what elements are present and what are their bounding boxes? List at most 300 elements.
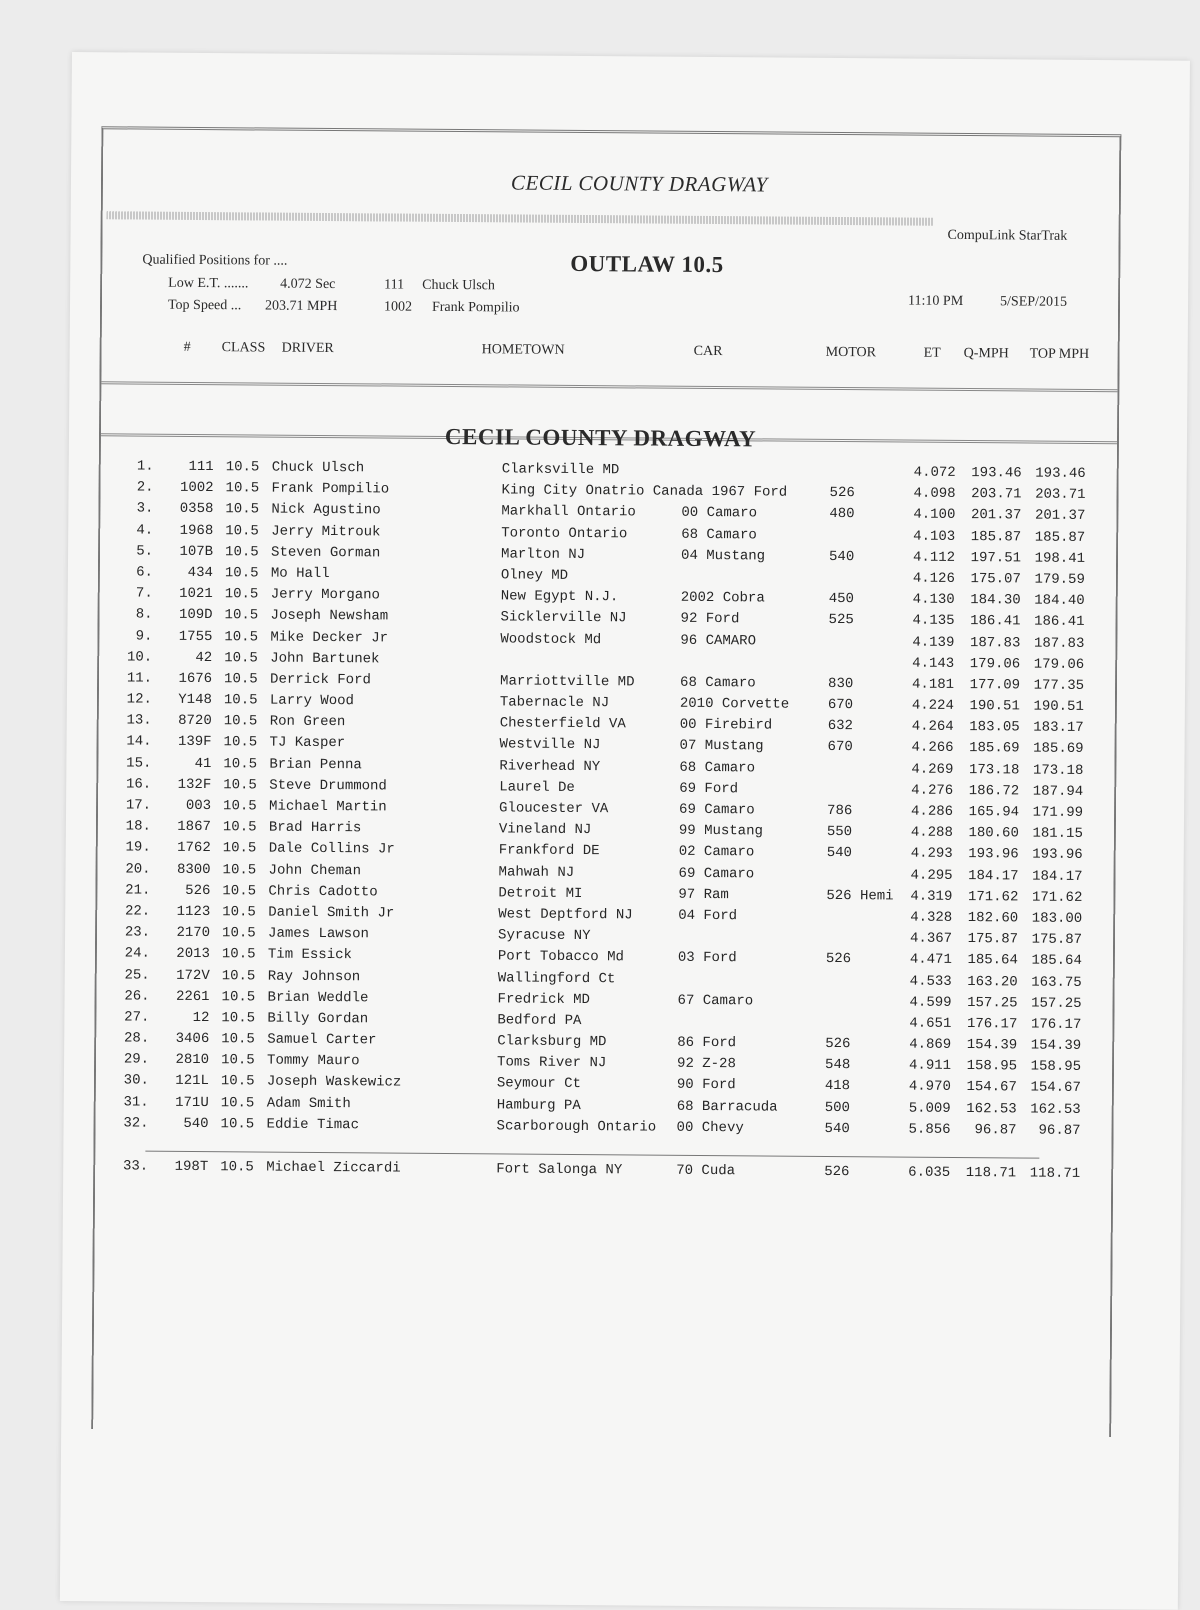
class-cell: 10.5 bbox=[224, 628, 259, 645]
hometown-cell: West Deptford NJ bbox=[498, 906, 633, 924]
class-cell: 10.5 bbox=[222, 882, 257, 900]
qmph-cell: 184.17 bbox=[968, 867, 1019, 885]
et-cell: 4.533 bbox=[909, 973, 952, 990]
hometown-cell: Gloucester VA bbox=[499, 800, 609, 818]
top-mph-cell: 184.17 bbox=[1032, 868, 1083, 885]
hometown-cell: Toronto Ontario bbox=[501, 524, 628, 542]
driver-cell: Chris Cadotto bbox=[268, 883, 378, 901]
class-cell: 10.5 bbox=[222, 819, 257, 836]
qmph-cell: 171.62 bbox=[967, 888, 1019, 906]
position-cell: 7. bbox=[135, 585, 153, 602]
car-number-cell: 171U bbox=[175, 1094, 209, 1111]
top-mph-cell: 154.67 bbox=[1030, 1079, 1081, 1097]
driver-cell: Michael Ziccardi bbox=[266, 1159, 401, 1177]
driver-cell: Michael Martin bbox=[269, 798, 387, 816]
car-cell: 00 Chevy bbox=[676, 1119, 744, 1137]
driver-cell: James Lawson bbox=[268, 925, 369, 943]
hometown-cell: Marlton NJ bbox=[501, 546, 586, 563]
motor-cell: 632 bbox=[827, 718, 854, 735]
driver-cell: Samuel Carter bbox=[267, 1031, 377, 1049]
car-number-cell: 107B bbox=[179, 543, 214, 560]
car-cell: 69 Camaro bbox=[679, 801, 755, 819]
car-cell: 68 Barracuda bbox=[676, 1098, 778, 1116]
et-cell: 5.009 bbox=[908, 1100, 951, 1117]
hometown-cell: Tabernacle NJ bbox=[499, 694, 610, 712]
et-cell: 4.224 bbox=[911, 697, 954, 715]
car-cell: 92 Z-28 bbox=[677, 1056, 736, 1073]
car-number-cell: 3406 bbox=[175, 1030, 210, 1048]
car-cell: 68 Camaro bbox=[681, 526, 757, 543]
qmph-cell: 162.53 bbox=[966, 1100, 1017, 1118]
class-cell: 10.5 bbox=[221, 1031, 255, 1048]
position-cell: 2. bbox=[136, 479, 154, 496]
class-cell: 10.5 bbox=[221, 988, 256, 1006]
top-speed-label: Top Speed ... bbox=[167, 297, 242, 314]
qmph-cell: 165.94 bbox=[968, 804, 1020, 821]
top-mph-cell: 201.37 bbox=[1034, 507, 1086, 525]
position-cell: 11. bbox=[126, 670, 153, 687]
car-cell: 69 Camaro bbox=[678, 865, 755, 882]
qmph-cell: 175.87 bbox=[967, 931, 1019, 948]
position-cell: 18. bbox=[125, 818, 151, 835]
et-cell: 4.328 bbox=[910, 909, 953, 926]
hometown-cell: King City Onatrio Canada 1967 Ford bbox=[501, 482, 788, 501]
hometown-cell: Syracuse NY bbox=[498, 927, 591, 945]
column-header-class: CLASS bbox=[221, 340, 266, 356]
position-cell: 13. bbox=[126, 712, 152, 729]
hometown-cell: Vineland NJ bbox=[498, 821, 592, 839]
top-mph-cell: 176.17 bbox=[1030, 1016, 1082, 1033]
class-cell: 10.5 bbox=[225, 459, 260, 476]
driver-cell: Ray Johnson bbox=[267, 968, 361, 985]
car-cell: 02 Camaro bbox=[678, 844, 755, 861]
class-cell: 10.5 bbox=[224, 565, 259, 582]
hometown-cell: Hamburg PA bbox=[496, 1096, 581, 1114]
top-mph-cell: 171.99 bbox=[1032, 804, 1084, 821]
car-number-cell: 109D bbox=[178, 607, 213, 624]
class-cell: 10.5 bbox=[223, 777, 257, 794]
position-cell: 29. bbox=[123, 1051, 150, 1068]
motor-cell: 526 bbox=[824, 1163, 850, 1181]
position-cell: 31. bbox=[123, 1094, 149, 1111]
position-cell: 8. bbox=[135, 606, 153, 623]
class-cell: 10.5 bbox=[224, 607, 259, 624]
driver-cell: Steven Gorman bbox=[271, 544, 381, 562]
et-cell: 4.130 bbox=[912, 591, 955, 609]
class-cell: 10.5 bbox=[225, 480, 260, 497]
et-cell: 4.100 bbox=[913, 506, 956, 524]
top-mph-cell: 118.71 bbox=[1029, 1165, 1081, 1182]
class-cell: 10.5 bbox=[224, 649, 258, 667]
top-mph-cell: 175.87 bbox=[1031, 931, 1083, 949]
motor-cell: 540 bbox=[824, 1120, 850, 1137]
et-cell: 4.139 bbox=[912, 634, 955, 651]
position-cell: 12. bbox=[126, 691, 152, 708]
hometown-cell: Seymour Ct bbox=[496, 1075, 581, 1093]
driver-cell: Jerry Morgano bbox=[270, 586, 381, 604]
top-mph-cell: 158.95 bbox=[1030, 1058, 1082, 1076]
top-speed-car-number: 1002 bbox=[383, 299, 413, 315]
car-cell: 03 Ford bbox=[677, 950, 737, 967]
driver-cell: Adam Smith bbox=[266, 1095, 351, 1112]
position-cell: 10. bbox=[126, 649, 153, 666]
top-mph-cell: 186.41 bbox=[1034, 613, 1085, 631]
class-cell: 10.5 bbox=[221, 967, 256, 984]
column-header-top-mph: TOP MPH bbox=[1029, 346, 1090, 362]
car-cell: 86 Ford bbox=[677, 1034, 737, 1052]
qmph-cell: 186.72 bbox=[968, 782, 1020, 800]
driver-cell: Derrick Ford bbox=[270, 671, 371, 689]
column-header-motor: MOTOR bbox=[825, 344, 877, 361]
et-cell: 4.103 bbox=[913, 528, 956, 545]
car-number-cell: Y148 bbox=[178, 691, 212, 709]
et-cell: 6.035 bbox=[908, 1164, 951, 1181]
top-mph-cell: 187.83 bbox=[1033, 635, 1085, 652]
low-et-car-number: 111 bbox=[384, 277, 405, 293]
et-cell: 4.911 bbox=[908, 1057, 952, 1075]
top-mph-cell: 162.53 bbox=[1030, 1101, 1081, 1118]
motor-cell: 670 bbox=[827, 739, 853, 756]
qmph-cell: 154.67 bbox=[966, 1079, 1017, 1096]
car-number-cell: 2013 bbox=[176, 946, 210, 963]
class-cell: 10.5 bbox=[223, 755, 258, 773]
qmph-cell: 157.25 bbox=[967, 994, 1018, 1012]
position-cell: 21. bbox=[125, 882, 151, 899]
top-mph-cell: 183.17 bbox=[1033, 719, 1084, 737]
class-cell: 10.5 bbox=[222, 925, 256, 942]
car-number-cell: 1002 bbox=[179, 480, 214, 497]
top-mph-cell: 190.51 bbox=[1033, 698, 1084, 716]
car-number-cell: 1676 bbox=[178, 670, 213, 687]
top-mph-cell: 157.25 bbox=[1031, 995, 1082, 1012]
top-mph-cell: 183.00 bbox=[1031, 910, 1083, 927]
class-cell: 10.5 bbox=[223, 713, 258, 730]
et-cell: 4.112 bbox=[912, 549, 956, 566]
car-cell: 68 Camaro bbox=[680, 674, 756, 692]
qmph-cell: 179.06 bbox=[969, 655, 1021, 673]
hometown-cell: Olney MD bbox=[500, 567, 569, 584]
class-cell: 10.5 bbox=[225, 501, 260, 518]
position-cell: 20. bbox=[125, 861, 151, 878]
compulink-label: CompuLink StarTrak bbox=[947, 227, 1068, 244]
et-cell: 4.471 bbox=[909, 951, 952, 969]
qmph-cell: 190.51 bbox=[969, 698, 1020, 715]
hometown-cell: Mahwah NJ bbox=[498, 863, 575, 881]
driver-cell: Joseph Waskewicz bbox=[266, 1074, 402, 1092]
et-cell: 4.098 bbox=[913, 485, 956, 503]
class-cell: 10.5 bbox=[222, 861, 257, 879]
qmph-cell: 197.51 bbox=[970, 549, 1022, 567]
position-cell: 16. bbox=[125, 776, 152, 793]
hometown-cell: Sicklerville NJ bbox=[500, 609, 627, 627]
hometown-cell: Chesterfield VA bbox=[499, 715, 626, 733]
column-header-hometown: HOMETOWN bbox=[481, 342, 565, 358]
position-cell: 4. bbox=[136, 522, 154, 539]
results-sheet bbox=[60, 52, 1190, 1610]
car-number-cell: 2261 bbox=[175, 988, 210, 1005]
car-cell: 70 Cuda bbox=[676, 1162, 736, 1180]
top-mph-cell: 185.69 bbox=[1033, 741, 1084, 758]
hometown-cell: Woodstock Md bbox=[500, 630, 602, 648]
car-number-cell: 0358 bbox=[179, 501, 214, 518]
position-cell: 28. bbox=[123, 1030, 150, 1047]
top-mph-cell: 96.87 bbox=[1038, 1122, 1081, 1139]
car-number-cell: 540 bbox=[183, 1115, 209, 1132]
motor-cell: 670 bbox=[827, 697, 854, 714]
report-date: 5/SEP/2015 bbox=[1000, 294, 1068, 310]
car-cell: 07 Mustang bbox=[679, 738, 764, 755]
qmph-cell: 183.05 bbox=[969, 719, 1020, 736]
driver-cell: Nick Agustino bbox=[271, 501, 381, 519]
qmph-cell: 163.20 bbox=[967, 973, 1018, 990]
et-cell: 4.651 bbox=[909, 1015, 952, 1032]
motor-cell: 830 bbox=[827, 675, 854, 693]
car-number-cell: 12 bbox=[192, 1009, 210, 1026]
car-number-cell: 139F bbox=[177, 734, 212, 751]
hometown-cell: New Egypt N.J. bbox=[500, 588, 619, 606]
results-subtitle: CECIL COUNTY DRAGWAY bbox=[444, 423, 757, 452]
car-cell: 96 CAMARO bbox=[680, 632, 757, 649]
hometown-cell: Frankford DE bbox=[498, 842, 600, 860]
qmph-cell: 185.69 bbox=[969, 740, 1020, 757]
position-cell: 19. bbox=[125, 839, 151, 857]
qmph-cell: 187.83 bbox=[969, 634, 1021, 651]
car-cell: 69 Ford bbox=[679, 780, 739, 798]
et-cell: 4.072 bbox=[913, 464, 956, 481]
position-cell: 27. bbox=[124, 1009, 150, 1026]
hometown-cell: Riverhead NY bbox=[499, 758, 601, 775]
hometown-cell: Bedford PA bbox=[497, 1012, 582, 1029]
class-cell: 10.5 bbox=[220, 1073, 255, 1090]
car-number-cell: 434 bbox=[187, 564, 213, 582]
driver-cell: Ron Green bbox=[269, 713, 346, 731]
et-cell: 4.599 bbox=[909, 994, 952, 1011]
et-cell: 4.143 bbox=[912, 655, 955, 672]
driver-cell: Frank Pompilio bbox=[271, 480, 390, 498]
class-cell: 10.5 bbox=[221, 946, 256, 963]
car-number-cell: 526 bbox=[185, 882, 211, 899]
et-cell: 4.367 bbox=[909, 930, 953, 948]
qmph-cell: 184.30 bbox=[970, 592, 1021, 609]
car-cell: 92 Ford bbox=[680, 611, 740, 628]
driver-cell: Tim Essick bbox=[267, 946, 352, 964]
motor-cell: 540 bbox=[828, 548, 855, 565]
driver-cell: John Bartunek bbox=[270, 650, 380, 668]
qmph-cell: 201.37 bbox=[970, 507, 1022, 524]
class-cell: 10.5 bbox=[223, 692, 258, 709]
hometown-cell: Fredrick MD bbox=[497, 991, 591, 1008]
class-cell: 10.5 bbox=[224, 586, 259, 603]
top-mph-cell: 193.96 bbox=[1032, 846, 1083, 864]
driver-cell: Larry Wood bbox=[269, 692, 354, 710]
column-header-et: ET bbox=[923, 345, 941, 361]
car-cell: 97 Ram bbox=[678, 886, 729, 903]
position-cell: 15. bbox=[126, 755, 152, 772]
driver-cell: Brian Weddle bbox=[267, 989, 369, 1007]
class-cell: 10.5 bbox=[223, 798, 257, 815]
hometown-cell: Westville NJ bbox=[499, 736, 601, 754]
car-number-cell: 2810 bbox=[175, 1052, 210, 1069]
class-cell: 10.5 bbox=[220, 1159, 254, 1176]
low-et-driver: Chuck Ulsch bbox=[422, 277, 495, 294]
top-mph-cell: 181.15 bbox=[1032, 825, 1083, 843]
motor-cell: 525 bbox=[828, 612, 854, 629]
hometown-cell: Fort Salonga NY bbox=[496, 1161, 623, 1179]
driver-cell: Daniel Smith Jr bbox=[268, 904, 395, 922]
driver-cell: Jerry Mitrouk bbox=[271, 523, 381, 540]
qmph-cell: 182.60 bbox=[967, 910, 1019, 927]
hometown-cell: Clarksville MD bbox=[501, 461, 620, 479]
driver-cell: Billy Gordan bbox=[267, 1010, 369, 1028]
position-cell: 14. bbox=[126, 733, 152, 751]
driver-cell: Mike Decker Jr bbox=[270, 629, 389, 646]
class-cell: 10.5 bbox=[220, 1116, 255, 1133]
hometown-cell: Detroit MI bbox=[498, 885, 583, 902]
driver-cell: Brian Penna bbox=[269, 756, 362, 773]
motor-cell: 500 bbox=[824, 1099, 851, 1116]
position-cell: 32. bbox=[123, 1115, 149, 1132]
report-time: 11:10 PM bbox=[908, 293, 964, 310]
position-cell: 5. bbox=[136, 543, 154, 560]
event-title: OUTLAW 10.5 bbox=[570, 250, 724, 278]
hatched-rule bbox=[107, 211, 933, 225]
car-number-cell: 41 bbox=[194, 755, 212, 772]
car-cell: 00 Camaro bbox=[681, 505, 758, 522]
car-number-cell: 42 bbox=[195, 649, 213, 666]
driver-cell: Brad Harris bbox=[268, 819, 362, 837]
qmph-cell: 154.39 bbox=[966, 1037, 1018, 1054]
hometown-cell: Port Tobacco Md bbox=[497, 948, 624, 966]
et-cell: 4.264 bbox=[911, 718, 954, 736]
qmph-cell: 185.87 bbox=[970, 528, 1022, 546]
motor-cell: 418 bbox=[824, 1078, 851, 1095]
car-number-cell: 2170 bbox=[176, 924, 211, 942]
car-number-cell: 1021 bbox=[179, 585, 213, 603]
driver-cell: TJ Kasper bbox=[269, 735, 346, 752]
driver-cell: John Cheman bbox=[268, 862, 362, 879]
position-cell: 22. bbox=[124, 903, 151, 920]
top-mph-cell: 163.75 bbox=[1031, 974, 1082, 991]
motor-cell: 550 bbox=[826, 824, 853, 841]
position-cell: 23. bbox=[124, 924, 151, 941]
qmph-cell: 186.41 bbox=[970, 613, 1021, 630]
top-mph-cell: 173.18 bbox=[1032, 762, 1084, 779]
top-mph-cell: 154.39 bbox=[1030, 1037, 1082, 1055]
car-number-cell: 1968 bbox=[179, 522, 214, 539]
top-mph-cell: 185.64 bbox=[1031, 952, 1082, 970]
car-number-cell: 111 bbox=[188, 458, 214, 476]
et-cell: 4.869 bbox=[909, 1036, 952, 1053]
car-number-cell: 1762 bbox=[177, 840, 211, 857]
et-cell: 4.135 bbox=[912, 612, 955, 630]
car-cell: 99 Mustang bbox=[678, 822, 763, 840]
car-cell: 00 Firebird bbox=[679, 717, 773, 734]
driver-cell: Mo Hall bbox=[270, 565, 330, 582]
et-cell: 4.288 bbox=[910, 824, 953, 842]
hometown-cell: Wallingford Ct bbox=[497, 969, 616, 987]
position-cell: 17. bbox=[125, 797, 152, 814]
car-number-cell: 121L bbox=[175, 1073, 209, 1090]
position-cell: 33. bbox=[122, 1158, 149, 1175]
qualified-label: Qualified Positions for .... bbox=[142, 252, 288, 269]
class-cell: 10.5 bbox=[221, 1010, 256, 1027]
hometown-cell: Toms River NJ bbox=[497, 1054, 607, 1072]
car-cell: 04 Ford bbox=[678, 907, 738, 925]
driver-cell: Steve Drummond bbox=[269, 777, 387, 795]
top-mph-cell: 179.06 bbox=[1033, 656, 1085, 673]
top-speed-value: 203.71 MPH bbox=[264, 298, 338, 315]
qmph-cell: 203.71 bbox=[971, 486, 1022, 503]
car-cell: 68 Camaro bbox=[679, 759, 756, 777]
car-number-cell: 198T bbox=[174, 1158, 209, 1176]
car-cell: 67 Camaro bbox=[677, 992, 754, 1010]
class-cell: 10.5 bbox=[220, 1094, 255, 1112]
motor-cell: 526 bbox=[825, 951, 852, 968]
et-cell: 4.319 bbox=[910, 888, 953, 905]
header-divider bbox=[101, 381, 1117, 392]
qmph-cell: 180.60 bbox=[968, 825, 1019, 842]
hometown-cell: Scarborough Ontario bbox=[496, 1118, 657, 1136]
et-cell: 4.286 bbox=[910, 803, 954, 820]
driver-cell: Joseph Newsham bbox=[270, 607, 389, 625]
motor-cell: 786 bbox=[826, 802, 853, 820]
driver-cell: Eddie Timac bbox=[266, 1116, 360, 1134]
et-cell: 4.126 bbox=[912, 570, 955, 587]
top-speed-driver: Frank Pompilio bbox=[431, 299, 520, 316]
qmph-cell: 175.07 bbox=[970, 571, 1021, 588]
class-cell: 10.5 bbox=[225, 522, 259, 540]
top-mph-cell: 185.87 bbox=[1034, 529, 1086, 546]
low-et-value: 4.072 Sec bbox=[280, 276, 336, 293]
car-cell: 2002 Cobra bbox=[680, 589, 765, 607]
car-cell: 04 Mustang bbox=[681, 547, 766, 565]
class-cell: 10.5 bbox=[222, 904, 256, 921]
motor-cell: 526 bbox=[825, 1036, 851, 1053]
column-header-qmph: Q-MPH bbox=[963, 346, 1009, 362]
position-cell: 26. bbox=[124, 988, 150, 1005]
et-cell: 4.266 bbox=[911, 740, 954, 757]
position-cell: 3. bbox=[136, 500, 154, 518]
position-cell: 6. bbox=[136, 564, 153, 581]
top-mph-cell: 187.94 bbox=[1032, 783, 1084, 800]
et-cell: 4.269 bbox=[911, 761, 954, 778]
car-number-cell: 003 bbox=[185, 797, 212, 815]
et-cell: 4.293 bbox=[910, 845, 953, 863]
qmph-cell: 158.95 bbox=[966, 1058, 1018, 1075]
low-et-label: Low E.T. ....... bbox=[168, 275, 249, 292]
qmph-cell: 177.09 bbox=[969, 676, 1021, 694]
top-mph-cell: 193.46 bbox=[1035, 465, 1086, 482]
top-mph-cell: 198.41 bbox=[1034, 550, 1086, 567]
position-cell: 30. bbox=[123, 1072, 149, 1090]
car-number-cell: 1123 bbox=[176, 903, 211, 921]
motor-cell: 480 bbox=[829, 506, 855, 523]
driver-cell: Chuck Ulsch bbox=[271, 459, 365, 477]
class-cell: 10.5 bbox=[224, 671, 258, 688]
car-number-cell: 1867 bbox=[177, 819, 211, 836]
top-mph-cell: 179.59 bbox=[1034, 571, 1085, 588]
position-cell: 9. bbox=[135, 628, 153, 645]
car-number-cell: 172V bbox=[176, 967, 210, 984]
qmph-cell: 193.96 bbox=[968, 846, 1019, 863]
car-number-cell: 8720 bbox=[178, 713, 212, 730]
qmph-cell: 96.87 bbox=[974, 1121, 1017, 1139]
motor-cell: 526 bbox=[829, 485, 855, 502]
results-table bbox=[118, 458, 1123, 1144]
qmph-cell: 118.71 bbox=[965, 1165, 1017, 1182]
top-mph-cell: 184.40 bbox=[1034, 592, 1085, 610]
position-cell: 25. bbox=[124, 966, 150, 984]
